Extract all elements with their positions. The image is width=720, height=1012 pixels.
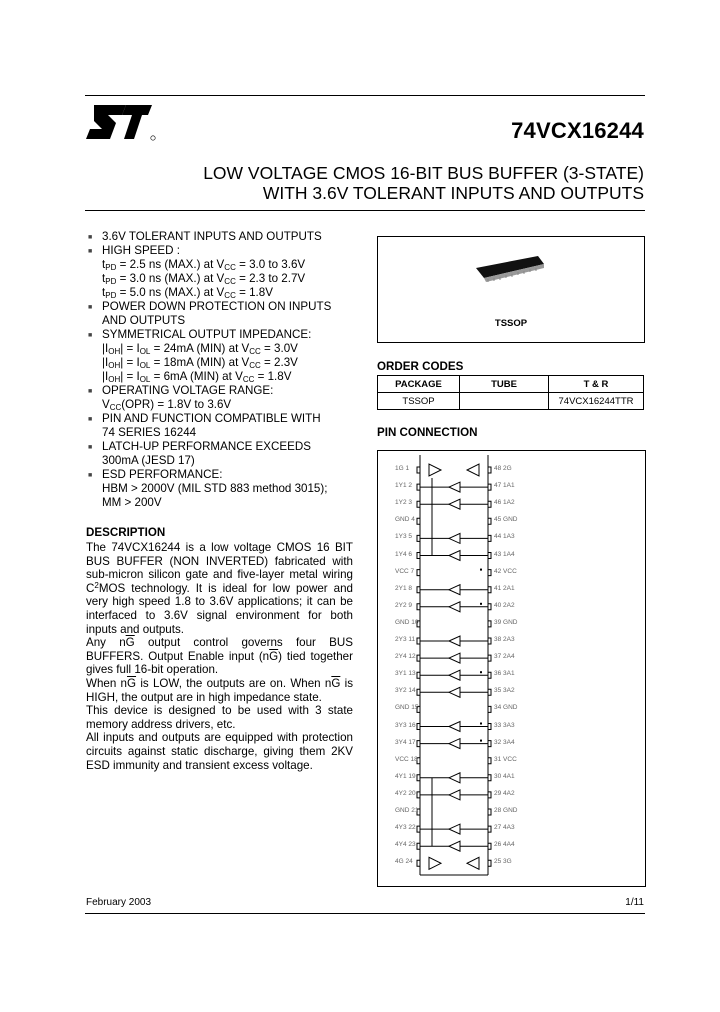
table-header-row <box>378 376 644 393</box>
pin-diagram <box>377 450 645 885</box>
pin-label-left: 3Y1 13 <box>395 670 416 678</box>
st-logo-icon <box>86 103 156 143</box>
pin-label-right: 45 GND <box>494 516 518 524</box>
pin-label-left: GND 15 <box>395 704 419 712</box>
pin-label-left: 1Y1 2 <box>395 482 412 490</box>
pin-label-left: 2Y3 11 <box>395 636 416 643</box>
cell-tube <box>460 393 549 410</box>
pin-label-right: 42 VCC <box>494 567 517 575</box>
pin-label-right: 31 VCC <box>494 755 517 763</box>
feature-item: ■ LATCH-UP PERFORMANCE EXCEEDS 300mA (JESD 17) <box>88 440 311 467</box>
pin-label-right: 36 3A1 <box>494 670 515 678</box>
feature-item: ■ OPERATING VOLTAGE RANGE: $V_{CC}(OPR) = 1.8V$ to 3.6V <box>88 384 274 412</box>
pin-label-right: 32 3A4 <box>494 738 515 746</box>
top-rule <box>85 95 645 96</box>
pin-label-right: 40 2A2 <box>494 601 515 609</box>
description-title: DESCRIPTION <box>86 526 166 539</box>
feature-item: ■ SYMMETRICAL OUTPUT IMPEDANCE: $|I_{OH}| = I_{OL} = 24mA$ (MIN) at $V_{CC} = 3.0V$ $|I_{OH}| = I_{OL} = 18mA$ (MIN) at $V_{CC} = 2.3V$ $|I_{OH}| = I_{OL} = 6mA$ (MIN) at $V_{CC} = 1.8V$ <box>88 328 312 384</box>
pin-label-right: 28 GND <box>494 807 518 814</box>
description-body <box>86 541 353 772</box>
pin-label-right: 34 GND <box>494 704 518 712</box>
pin-label-left: 2Y4 12 <box>395 653 416 661</box>
feature-item: ■ 3.6V TOLERANT INPUTS AND OUTPUTS <box>88 230 322 243</box>
pin-label-left: VCC 18 <box>395 755 418 763</box>
pin-label-left: 3Y4 17 <box>395 738 416 746</box>
pin-label-left: 2Y2 9 <box>395 601 412 609</box>
subtitle-line-1: LOW VOLTAGE CMOS 16-BIT BUS BUFFER (3-STATE) <box>203 163 644 183</box>
pin-label-right: 25 3G <box>494 858 512 866</box>
cell-tr: 74VCX16244TTR <box>549 393 644 410</box>
pin-label-left: 4G 24 <box>395 858 413 866</box>
pin-label-right: 26 4A4 <box>494 841 515 849</box>
pin-label-right: 33 3A3 <box>494 721 515 729</box>
header-bottom-rule <box>85 210 645 211</box>
pin-label-right: 27 4A3 <box>494 824 515 832</box>
feature-item: ■ HIGH SPEED : $t_{PD} = 2.5$ ns (MAX.) at $V_{CC} = 3.0$ to 3.6V $t_{PD} = 3.0$ ns (MAX.) at $V_{CC} = 2.3$ to 2.7V $t_{PD} = 5.0$ ns (MAX.) at $V_{CC} = 1.8V$ <box>88 244 306 300</box>
pin-label-left: 3Y2 14 <box>395 687 416 695</box>
cell-package: TSSOP <box>378 393 460 410</box>
order-codes-table <box>377 375 644 410</box>
pin-label-left: 2Y1 8 <box>395 584 412 592</box>
pin-label-left: 4Y3 22 <box>395 824 416 832</box>
pin-label-right: 30 4A1 <box>494 772 515 780</box>
description-p5: All inputs and outputs are equipped with protection circuits against static discharge, giving them 2KV ESD immunity and transient excess voltage. <box>86 731 353 772</box>
pin-connection-title: PIN CONNECTION <box>377 426 478 439</box>
table-row <box>378 393 644 410</box>
pin-label-right: 38 2A3 <box>494 636 515 643</box>
feature-item: ■ ESD PERFORMANCE: HBM > 2000V (MIL STD 883 method 3015); MM > 200V <box>88 468 328 509</box>
header-tr: T & R <box>549 376 644 393</box>
order-codes-title: ORDER CODES <box>377 360 464 373</box>
pin-label-left: GND 4 <box>395 516 415 524</box>
pin-label-right: 39 GND <box>494 618 518 626</box>
pin-label-right: 43 1A4 <box>494 550 515 558</box>
pin-label-left: GND 10 <box>395 618 419 626</box>
subtitle-line-2: WITH 3.6V TOLERANT INPUTS AND OUTPUTS <box>262 183 644 203</box>
pin-label-left: GND 21 <box>395 807 419 814</box>
pin-label-left: 4Y1 19 <box>395 772 416 780</box>
pin-label-left: VCC 7 <box>395 567 415 575</box>
header-package: PACKAGE <box>378 376 460 393</box>
pin-label-left: 1G 1 <box>395 465 410 472</box>
pin-label-right: 44 1A3 <box>494 533 515 541</box>
pin-label-right: 46 1A2 <box>494 499 515 507</box>
pin-label-right: 29 4A2 <box>494 789 515 797</box>
feature-item: ■ POWER DOWN PROTECTION ON INPUTS AND OUTPUTS <box>88 300 332 327</box>
description-p1: The 74VCX16244 is a low voltage CMOS 16 BIT BUS BUFFER (NON INVERTED) fabricated with sub-micron silicon gate and five-layer metal wiring $C^2MOS$ technology. It is ideal for low power and very high speed 1.8 to 3.6V applications; it can be interfaced to 3.6V signal environment for both inputs and outputs. <box>86 541 353 636</box>
pin-label-right: 35 3A2 <box>494 687 515 695</box>
header-tube: TUBE <box>460 376 549 393</box>
footer-date: February 2003 <box>86 897 152 908</box>
pin-label-left: 4Y2 20 <box>395 789 416 797</box>
subtitle <box>203 163 644 203</box>
feature-list <box>88 230 368 510</box>
pin-label-right: 41 2A1 <box>494 584 515 592</box>
description-p3: When $n\overline{G}$ is LOW, the outputs are on. When $n\overline{G}$ is HIGH, the output are in high impedance state. <box>86 676 354 704</box>
description-p2: Any $n\overline{G}$ output control governs four BUS BUFFERS. Output Enable input $(n\overline{G})$ tied together gives full 16-bit operation. <box>86 636 353 677</box>
pin-label-right: 37 2A4 <box>494 653 515 661</box>
footer-rule <box>85 913 645 914</box>
description-p4: This device is designed to be used with 3 state memory address drivers, etc. <box>86 704 353 731</box>
tssop-chip-icon <box>474 256 546 282</box>
pin-label-left: 1Y4 6 <box>395 550 412 558</box>
pin-label-left: 4Y4 23 <box>395 841 416 849</box>
page-number: 1/11 <box>625 897 644 908</box>
pin-label-left: 3Y3 16 <box>395 721 416 729</box>
pin-label-right: 48 2G <box>494 465 512 472</box>
package-label: TSSOP <box>494 318 528 329</box>
part-number: 74VCX16244 <box>511 118 644 143</box>
pin-label-right: 47 1A1 <box>494 482 515 490</box>
pin-label-left: 1Y2 3 <box>395 499 412 507</box>
feature-item: ■ PIN AND FUNCTION COMPATIBLE WITH 74 SERIES 16244 <box>88 412 321 439</box>
pin-label-left: 1Y3 5 <box>395 533 412 541</box>
